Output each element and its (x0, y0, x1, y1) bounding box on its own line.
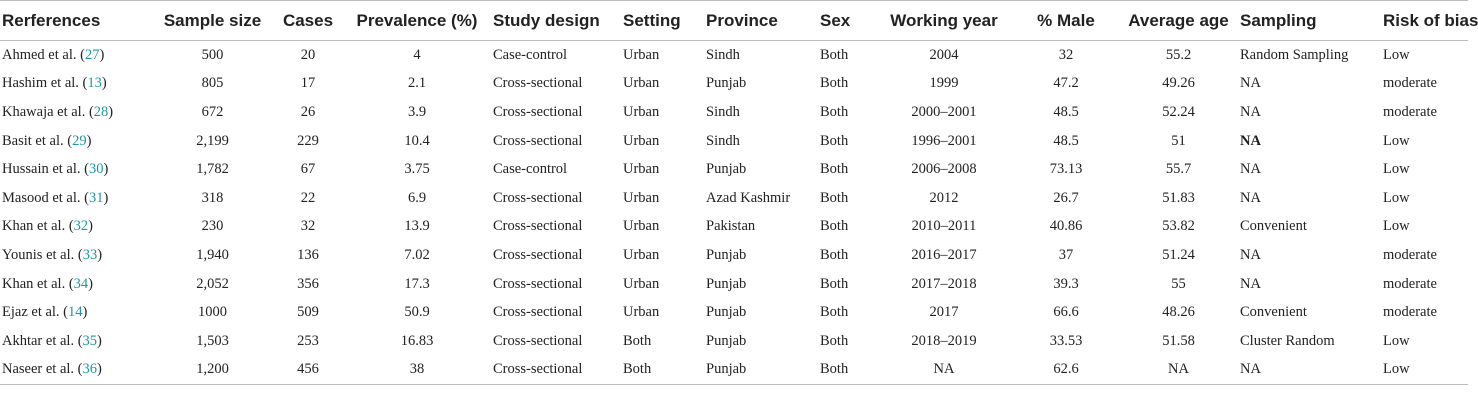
citation-link[interactable]: 35 (82, 332, 98, 349)
reference-close: ) (103, 189, 109, 206)
reference-author: Ejaz et al. ( (2, 304, 69, 321)
average-age-cell: 55.7 (1165, 161, 1192, 178)
working-year-cell: 2006–2008 (911, 161, 977, 178)
reference-cell (0, 41, 150, 70)
study-design-cell: Cross-sectional (493, 189, 583, 206)
reference-close: ) (88, 218, 94, 235)
reference-cell (0, 155, 150, 184)
working-year-cell: 2016–2017 (911, 246, 977, 263)
percent-male-cell: 39.3 (1053, 275, 1079, 292)
header-province: Province (704, 1, 818, 41)
cases-cell: 17 (300, 75, 316, 92)
average-age-cell: 51.83 (1162, 189, 1195, 206)
header-cases: Cases (273, 1, 341, 41)
prevalence-cell: 16.83 (400, 332, 434, 349)
study-design-cell: Case-control (493, 161, 568, 178)
reference-author: Khawaja et al. ( (2, 103, 94, 120)
sample-size-cell: 2,199 (196, 132, 229, 149)
reference-close: ) (97, 361, 102, 378)
prevalence-cell: 50.9 (404, 304, 430, 321)
working-year-cell: 1996–2001 (911, 132, 977, 149)
citation-link[interactable]: 30 (88, 161, 104, 178)
table-row (0, 98, 1468, 127)
average-age-cell: 49.26 (1162, 75, 1195, 92)
reference-cell (0, 127, 150, 156)
sex-cell: Both (820, 246, 849, 263)
reference-close: ) (88, 275, 94, 292)
citation-link[interactable]: 14 (68, 304, 83, 321)
setting-cell: Urban (623, 218, 660, 235)
reference-close: ) (108, 103, 114, 120)
citation-link[interactable]: 31 (88, 189, 104, 206)
table-row (0, 270, 1468, 299)
study-design-cell: Cross-sectional (493, 275, 583, 292)
cases-cell: 509 (297, 304, 319, 321)
working-year-cell: 2017 (929, 304, 959, 321)
sex-cell: Both (820, 332, 849, 349)
sample-size-cell: 1,782 (196, 161, 229, 178)
sample-size-cell: 672 (201, 103, 224, 120)
average-age-cell: 55.2 (1165, 46, 1192, 63)
reference-cell (0, 184, 150, 213)
prevalence-cell: 3.9 (407, 103, 427, 120)
province-cell: Azad Kashmir (706, 189, 791, 206)
cases-cell: 22 (300, 189, 316, 206)
province-cell: Punjab (706, 75, 747, 92)
cases-cell: 136 (297, 246, 319, 263)
study-design-cell: Cross-sectional (493, 332, 583, 349)
province-cell: Punjab (706, 161, 747, 178)
setting-cell: Urban (623, 275, 660, 292)
percent-male-cell: 62.6 (1013, 356, 1117, 385)
risk-of-bias-cell: moderate (1383, 75, 1437, 92)
province-cell: Pakistan (706, 218, 756, 235)
province-cell: Punjab (706, 304, 747, 321)
percent-male-cell: 40.86 (1049, 218, 1083, 235)
study-design-cell: Cross-sectional (493, 75, 583, 92)
average-age-cell: NA (1117, 356, 1238, 385)
cases-cell: 229 (297, 132, 319, 149)
table-row (0, 155, 1468, 184)
citation-link[interactable]: 27 (84, 46, 100, 63)
header-risk-of-bias: Risk of bias (1381, 1, 1468, 41)
risk-of-bias-cell: moderate (1383, 246, 1437, 263)
sampling-cell: NA (1238, 356, 1381, 385)
percent-male-cell: 33.53 (1049, 332, 1083, 349)
setting-cell: Both (623, 332, 652, 349)
risk-of-bias-cell: Low (1381, 356, 1468, 385)
setting-cell: Urban (623, 304, 660, 321)
header-sampling: Sampling (1238, 1, 1381, 41)
prevalence-cell: 13.9 (404, 218, 430, 235)
average-age-cell: 52.24 (1162, 103, 1195, 120)
province-cell: Punjab (704, 356, 818, 385)
risk-of-bias-cell: Low (1383, 218, 1410, 235)
citation-link[interactable]: 28 (93, 103, 109, 120)
reference-author: Younis et al. ( (2, 246, 83, 263)
percent-male-cell: 48.5 (1053, 103, 1079, 120)
sampling-cell: Cluster Random (1240, 332, 1335, 349)
province-cell: Sindh (706, 132, 740, 149)
working-year-cell: 2012 (929, 189, 959, 206)
sampling-cell: NA (1240, 75, 1261, 92)
reference-cell (0, 70, 150, 99)
header-study-design: Study design (491, 1, 621, 41)
header-sex: Sex (818, 1, 873, 41)
province-cell: Punjab (706, 332, 747, 349)
reference-close: ) (82, 304, 88, 321)
cases-cell: 26 (300, 103, 316, 120)
sample-size-cell: 1,200 (150, 356, 273, 385)
reference-cell (0, 241, 150, 270)
prevalence-cell: 4 (413, 46, 421, 63)
study-design-cell: Case-control (493, 46, 568, 63)
header-working-year: Working year (873, 1, 1013, 41)
reference-author: Ahmed et al. ( (2, 46, 85, 63)
percent-male-cell: 37 (1058, 246, 1074, 263)
sex-cell: Both (820, 132, 849, 149)
table-row (0, 298, 1468, 327)
reference-author: Masood et al. ( (2, 189, 89, 206)
table-row (0, 127, 1468, 156)
percent-male-cell: 66.6 (1053, 304, 1079, 321)
risk-of-bias-cell: Low (1383, 332, 1410, 349)
sampling-cell: Convenient (1240, 304, 1307, 321)
citation-link[interactable]: 33 (82, 246, 98, 263)
risk-of-bias-cell: moderate (1383, 275, 1437, 292)
citation-link[interactable]: 13 (87, 75, 102, 92)
sex-cell: Both (820, 304, 849, 321)
prevalence-cell: 10.4 (404, 132, 430, 149)
average-age-cell: 51.24 (1162, 246, 1195, 263)
citation-link[interactable]: 36 (82, 361, 98, 378)
table-header (0, 1, 1478, 41)
prevalence-cell: 2.1 (407, 75, 427, 92)
header-row (0, 1, 1468, 41)
reference-cell (0, 356, 150, 385)
prevalence-cell: 7.02 (404, 246, 430, 263)
header-percent-male: % Male (1013, 1, 1117, 41)
risk-of-bias-cell: moderate (1383, 304, 1437, 321)
percent-male-cell: 47.2 (1053, 75, 1079, 92)
prevalence-cell: 17.3 (404, 275, 430, 292)
study-design-cell: Cross-sectional (493, 103, 583, 120)
prevalence-cell: 6.9 (407, 189, 427, 206)
study-design-cell: Cross-sectional (491, 356, 621, 385)
reference-close: ) (97, 332, 102, 349)
reference-author: Khan et al. ( (2, 275, 74, 292)
header-prevalence: Prevalence (%) (341, 1, 491, 41)
reference-author: Hashim et al. ( (2, 75, 88, 92)
percent-male-cell: 26.7 (1053, 189, 1079, 206)
setting-cell: Urban (623, 75, 660, 92)
reference-cell (0, 298, 150, 327)
setting-cell: Both (621, 356, 704, 385)
citation-link[interactable]: 32 (73, 218, 89, 235)
cases-cell: 32 (300, 218, 316, 235)
province-cell: Punjab (706, 275, 747, 292)
study-design-cell: Cross-sectional (493, 304, 583, 321)
table-row (0, 41, 1468, 70)
sampling-cell: NA (1240, 161, 1261, 178)
average-age-cell: 48.26 (1162, 304, 1195, 321)
average-age-cell: 53.82 (1162, 218, 1195, 235)
table-row (0, 356, 1468, 385)
sex-cell: Both (820, 103, 849, 120)
header-sample-size: Sample size (150, 1, 273, 41)
sampling-cell: Random Sampling (1240, 46, 1349, 63)
reference-cell (0, 270, 150, 299)
sex-cell: Both (820, 275, 849, 292)
study-design-cell: Cross-sectional (493, 218, 583, 235)
prevalence-cell: 3.75 (404, 161, 430, 178)
sampling-cell: NA (1240, 246, 1261, 263)
reference-author: Basit et al. ( (2, 132, 73, 149)
citation-link[interactable]: 29 (72, 132, 87, 149)
risk-of-bias-cell: Low (1383, 46, 1410, 63)
reference-close: ) (101, 75, 107, 92)
sex-cell: Both (820, 46, 849, 63)
setting-cell: Urban (623, 103, 660, 120)
prevalence-cell: 38 (341, 356, 491, 385)
province-cell: Punjab (706, 246, 747, 263)
study-design-cell: Cross-sectional (493, 132, 583, 149)
reference-close: ) (103, 161, 109, 178)
reference-close: ) (97, 246, 103, 263)
percent-male-cell: 48.5 (1053, 132, 1079, 149)
sex-cell: Both (820, 218, 849, 235)
sampling-cell: NA (1240, 103, 1261, 120)
sample-size-cell: 1,503 (196, 332, 229, 349)
working-year-cell: NA (873, 356, 1013, 385)
header-references: Rerferences (0, 1, 150, 41)
reference-cell (0, 98, 150, 127)
reference-author: Hussain et al. ( (2, 161, 89, 178)
table-row (0, 70, 1468, 99)
province-cell: Sindh (706, 46, 740, 63)
average-age-cell: 51.58 (1162, 332, 1195, 349)
sex-cell: Both (820, 161, 849, 178)
sample-size-cell: 500 (201, 46, 224, 63)
sampling-cell: NA (1240, 275, 1261, 292)
study-design-cell: Cross-sectional (493, 246, 583, 263)
sex-cell: Both (820, 189, 849, 206)
header-average-age: Average age (1117, 1, 1238, 41)
working-year-cell: 2018–2019 (911, 332, 977, 349)
reference-author: Akhtar et al. ( (2, 332, 83, 349)
average-age-cell: 51 (1171, 132, 1186, 149)
table-row (0, 327, 1468, 356)
province-cell: Sindh (706, 103, 740, 120)
working-year-cell: 2017–2018 (911, 275, 977, 292)
cases-cell: 456 (273, 356, 341, 385)
sample-size-cell: 2,052 (196, 275, 229, 292)
reference-close: ) (99, 46, 105, 63)
sex-cell: Both (820, 75, 849, 92)
reference-author: Khan et al. ( (2, 218, 74, 235)
working-year-cell: 2004 (929, 46, 959, 63)
sample-size-cell: 1000 (198, 304, 227, 321)
table-row (0, 184, 1468, 213)
reference-cell (0, 213, 150, 242)
sample-size-cell: 1,940 (196, 246, 229, 263)
cases-cell: 20 (300, 46, 316, 63)
sex-cell: Both (818, 356, 873, 385)
sampling-cell: NA (1240, 132, 1261, 149)
sample-size-cell: 318 (201, 189, 224, 206)
header-setting: Setting (621, 1, 704, 41)
working-year-cell: 2000–2001 (911, 103, 977, 120)
citation-link[interactable]: 34 (73, 275, 89, 292)
risk-of-bias-cell: Low (1383, 161, 1410, 178)
reference-close: ) (86, 132, 92, 149)
reference-cell (0, 327, 150, 356)
cases-cell: 356 (297, 275, 319, 292)
table-body (0, 41, 1468, 385)
sample-size-cell: 230 (201, 218, 224, 235)
risk-of-bias-cell: moderate (1383, 103, 1437, 120)
cases-cell: 67 (300, 161, 316, 178)
table-row (0, 213, 1468, 242)
reference-author: Naseer et al. ( (2, 361, 83, 378)
working-year-cell: 2010–2011 (911, 218, 977, 235)
setting-cell: Urban (623, 246, 660, 263)
average-age-cell: 55 (1171, 275, 1186, 292)
percent-male-cell: 32 (1058, 46, 1074, 63)
setting-cell: Urban (623, 189, 660, 206)
working-year-cell: 1999 (929, 75, 959, 92)
risk-of-bias-cell: Low (1383, 189, 1410, 206)
risk-of-bias-cell: Low (1383, 132, 1410, 149)
table-row (0, 241, 1468, 270)
sample-size-cell: 805 (201, 75, 224, 92)
percent-male-cell: 73.13 (1049, 161, 1083, 178)
sampling-cell: Convenient (1240, 218, 1307, 235)
cases-cell: 253 (297, 332, 319, 349)
sampling-cell: NA (1240, 189, 1261, 206)
setting-cell: Urban (623, 46, 660, 63)
setting-cell: Urban (623, 132, 660, 149)
setting-cell: Urban (623, 161, 660, 178)
